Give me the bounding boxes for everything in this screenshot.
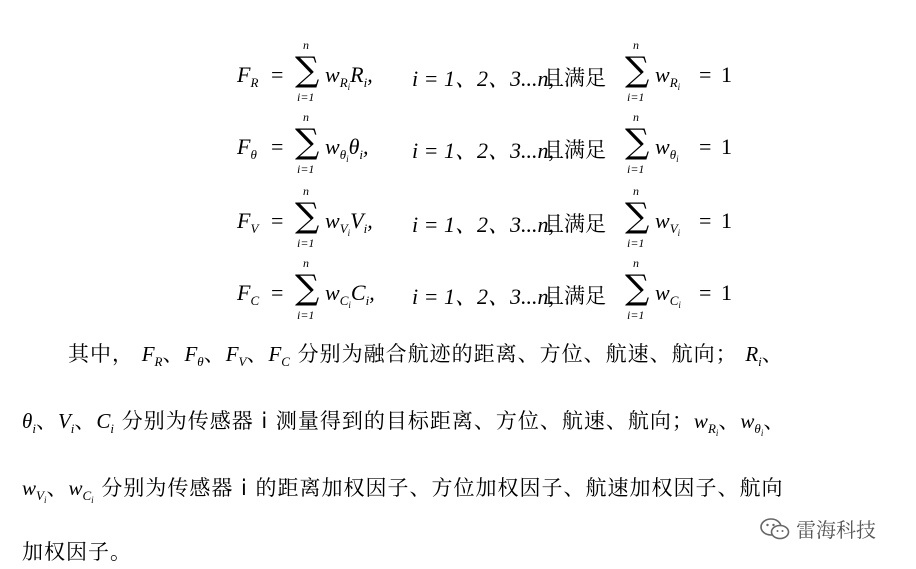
equals-sign: = [271, 62, 284, 87]
equals-sign: = [271, 280, 284, 305]
index-range: i = 1、2、3...n, [412, 66, 554, 91]
weight-term: $w_{\theta_i}$ [655, 134, 679, 164]
equals-sign: = [699, 62, 712, 87]
text-line2: 分别为传感器 i 测量得到的目标距离、方位、航速、航向； [121, 409, 694, 433]
summation: n ∑ i=1 [295, 256, 320, 322]
weight-term: $w_{C_i}$ [655, 280, 681, 310]
condition-text: 且满足 [543, 284, 606, 308]
weighted-term: $w_{V_i}V_i$, [325, 208, 373, 238]
summation-constraint: n ∑ i=1 [625, 256, 650, 322]
index-range: i = 1、2、3...n, [412, 212, 554, 237]
weighted-term: $w_{R_i}R_i$, [325, 62, 373, 92]
formula-lhs: $F_C$ [237, 280, 260, 308]
condition-text: 且满足 [543, 138, 606, 162]
equals-sign: = [271, 134, 284, 159]
watermark-text: 雷海科技 [796, 518, 876, 542]
equals-sign: = [699, 134, 712, 159]
formula-lhs: $F_R$ [237, 62, 259, 90]
condition-text: 且满足 [543, 212, 606, 236]
paragraph-line-4 [22, 536, 132, 566]
weight-term: $w_{V_i}$ [655, 208, 681, 238]
equals-sign: = [699, 280, 712, 305]
rhs-value: 1 [721, 208, 732, 233]
summation-constraint: n ∑ i=1 [625, 38, 650, 104]
index-range: i = 1、2、3...n, [412, 284, 554, 309]
formula-lhs: $F_V$ [237, 208, 259, 236]
condition-text: 且满足 [543, 66, 606, 90]
summation-constraint: n ∑ i=1 [625, 110, 650, 176]
weight-term: $w_{R_i}$ [655, 62, 681, 92]
text-line4: 加权因子。 [22, 540, 132, 564]
summation: n ∑ i=1 [295, 110, 320, 176]
rhs-value: 1 [721, 134, 732, 159]
weighted-term: $w_{C_i}C_i$, [325, 280, 375, 310]
wechat-icon [760, 517, 790, 546]
summation: n ∑ i=1 [295, 38, 320, 104]
text-line1: 分别为融合航迹的距离、方位、航速、航向； [297, 342, 738, 366]
paragraph-line-2: $\theta_i$、$V_i$、$C_i$ 分别为传感器 i 测量得到的目标距离、方位、航速、航向；$w_{R_i}$、$w_{\theta_i}$、 [22, 409, 786, 438]
watermark [760, 514, 876, 546]
text-line3: 分别为传感器 i 的距离加权因子、方位加权因子、航速加权因子、航向 [101, 476, 784, 500]
equals-sign: = [271, 208, 284, 233]
rhs-value: 1 [721, 280, 732, 305]
weighted-term: $w_{\theta_i}\theta_i$, [325, 134, 369, 164]
text-qizhong: 其中， [68, 342, 134, 366]
paragraph-line-1: 其中， $F_R$、$F_\theta$、$F_V$、$F_C$ 分别为融合航迹的距离、方位、航速、航向； $R_i$、 [68, 342, 784, 369]
rhs-value: 1 [721, 62, 732, 87]
equals-sign: = [699, 208, 712, 233]
index-range: i = 1、2、3...n, [412, 138, 554, 163]
paragraph-line-3: $w_{V_i}$、$w_{C_i}$ 分别为传感器 i 的距离加权因子、方位加权因子、航速加权因子、航向 [22, 476, 784, 505]
summation-constraint: n ∑ i=1 [625, 184, 650, 250]
summation: n ∑ i=1 [295, 184, 320, 250]
formula-lhs: $F_\theta$ [237, 134, 257, 162]
